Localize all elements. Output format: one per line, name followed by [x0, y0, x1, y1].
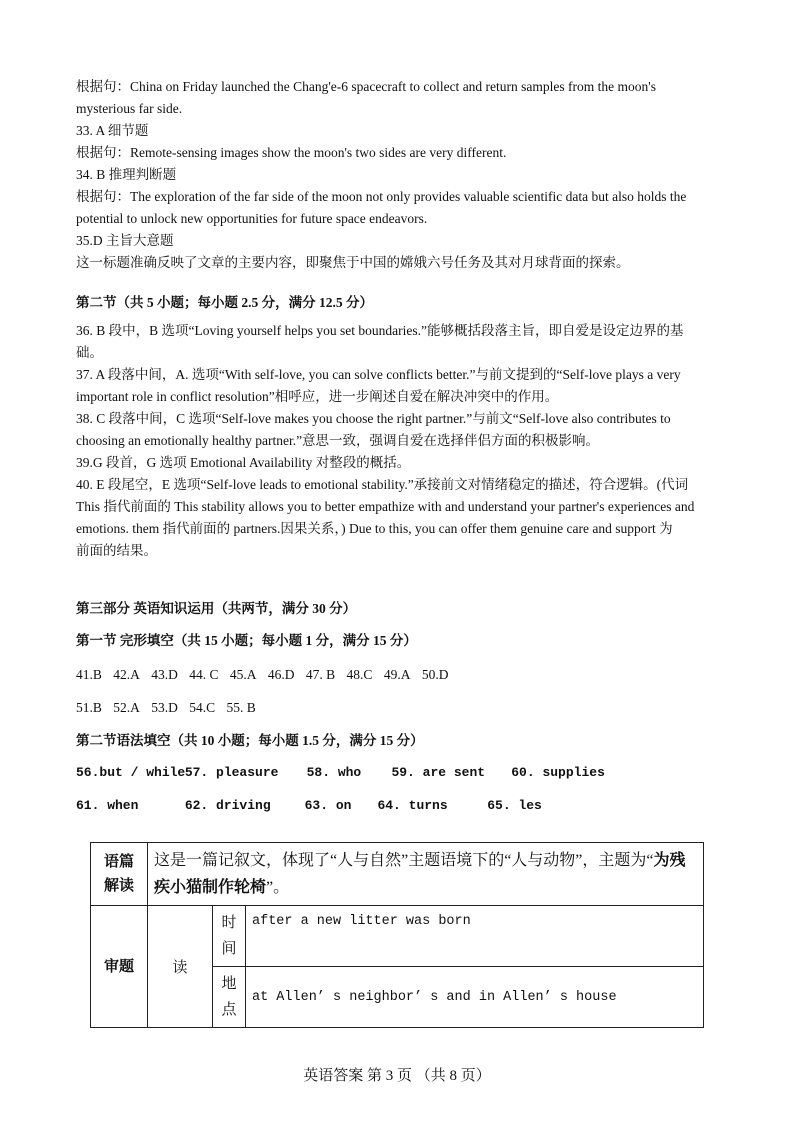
cloze-answer: 42.A: [113, 667, 140, 682]
grammar-answer: 60. supplies: [511, 765, 605, 780]
section-2-heading: 第二节（共 5 小题；每小题 2.5 分，满分 12.5 分）: [76, 295, 373, 310]
time-label-cell: [213, 906, 246, 967]
answer-40-cont-1: This 指代前面的 This stability allows you to better empathize with and understand your partner's experiences and: [76, 499, 695, 514]
answer-37-cont: important role in conflict resolution”相呼应，进一步阐述自爱在解决冲突中的作用。: [76, 389, 559, 404]
grammar-heading: 第二节语法填空（共 10 小题；每小题 1.5 分，满分 15 分）: [76, 733, 424, 748]
cloze-heading: 第一节 完形填空（共 15 小题；每小题 1 分，满分 15 分）: [76, 633, 417, 648]
cloze-answer: 49.A: [383, 667, 411, 682]
explanation-35: 这一标题准确反映了文章的主要内容，即聚焦于中国的嫦娥六号任务及其对月球背面的探索。: [76, 255, 630, 270]
intro-text-cell: [148, 843, 704, 906]
text-analysis-table: [90, 842, 704, 1028]
cloze-answer: 54.C: [189, 700, 216, 715]
read-label-cell: [148, 906, 213, 1028]
page-footer: 英语答案 第 3 页 （共 8 页）: [303, 1068, 491, 1084]
intro-text: 这是一篇记叙文，体现了“人与自然”主题语境下的“人与动物”，主题为“: [154, 852, 654, 869]
evidence-line-32: 根据句：China on Friday launched the Chang'e-6 spacecraft to collect and return samples from the moon's: [76, 79, 656, 94]
grammar-answer: 57. pleasure: [184, 765, 279, 780]
grammar-answer: 65. les: [487, 798, 542, 813]
cloze-answer: 47. B: [305, 667, 336, 682]
grammar-answer: 58. who: [306, 765, 362, 780]
grammar-answers-row-2: [76, 795, 720, 817]
time-label: 时间: [221, 915, 237, 957]
place-label-cell: [213, 967, 246, 1028]
intro-text-end: ”。: [266, 879, 290, 896]
answer-38: 38. C 段落中间，C 选项“Self-love makes you choose the right partner.”与前文“Self-love also contributes to: [76, 411, 671, 426]
read-label: 读: [172, 960, 188, 976]
review-label: 审题: [103, 958, 134, 975]
cloze-answer: 51.B: [76, 700, 102, 715]
time-value-cell: [246, 906, 704, 967]
evidence-line-33: 根据句：Remote-sensing images show the moon's two sides are very different.: [76, 145, 507, 160]
cloze-answer: 48.C: [346, 667, 373, 682]
grammar-answer: 64. turns: [377, 798, 448, 813]
answer-38-cont: choosing an emotionally healthy partner.”意思一致，强调自爱在选择伴侣方面的积极影响。: [76, 433, 600, 448]
place-value: at Allen’ s neighbor’ s and in Allen’ s house: [252, 989, 617, 1005]
answer-40-cont-2: emotions. them 指代前面的 partners.因果关系，) Due to this, you can offer them genuine care and support 为: [76, 521, 673, 536]
time-value: after a new litter was born: [252, 914, 471, 929]
place-label: 地点: [221, 976, 237, 1018]
cloze-answer: 44. C: [189, 667, 219, 682]
answer-36: 36. B 段中，B 选项“Loving yourself helps you set boundaries.”能够概括段落主旨，即自爱是设定边界的基: [76, 323, 684, 338]
answer-36-cont: 础。: [76, 345, 103, 360]
part-3-heading: 第三部分 英语知识运用（共两节，满分 30 分）: [76, 601, 357, 616]
intro-text-theme: 为残疾小猫制作轮椅: [154, 852, 686, 896]
cloze-answer: 53.D: [151, 700, 178, 715]
grammar-answer: 62. driving: [184, 798, 271, 813]
cloze-answer: 52.A: [113, 700, 140, 715]
evidence-line-32-cont: mysterious far side.: [76, 101, 183, 116]
answer-35: 35.D 主旨大意题: [76, 233, 174, 248]
evidence-line-34: 根据句：The exploration of the far side of the moon not only provides valuable scientific data but also holds the: [76, 189, 687, 204]
cloze-answer: 46.D: [267, 667, 295, 682]
answer-40: 40. E 段尾空，E 选项“Self-love leads to emotional stability.”承接前文对情绪稳定的描述，符合逻辑。(代词: [76, 477, 689, 492]
cloze-answer: 41.B: [76, 667, 102, 682]
cloze-answer: 45.A: [229, 667, 257, 682]
cloze-answer: 50.D: [421, 667, 449, 682]
grammar-answers-row-1: [76, 762, 720, 784]
answer-34: 34. B 推理判断题: [76, 167, 177, 182]
answer-40-cont-3: 前面的结果。: [76, 543, 157, 558]
grammar-answer: 61. when: [76, 798, 139, 813]
evidence-line-34-cont: potential to unlock new opportunities for future space endeavors.: [76, 211, 428, 226]
cloze-answer: 55. B: [226, 700, 256, 715]
place-value-cell: [246, 967, 704, 1028]
intro-label: 语篇解读: [103, 854, 134, 894]
cloze-answer: 43.D: [151, 667, 178, 682]
grammar-answer: 59. are sent: [391, 765, 486, 780]
cloze-answers-row-1: [76, 664, 720, 686]
intro-label-cell: [91, 843, 148, 906]
answer-33: 33. A 细节题: [76, 123, 149, 138]
grammar-answer: 56.but / while: [76, 765, 186, 780]
answer-37: 37. A 段落中间，A. 选项“With self-love, you can solve conflicts better.”与前文提到的“Self-love plays a very: [76, 367, 681, 382]
answer-39: 39.G 段首，G 选项 Emotional Availability 对整段的概括。: [76, 455, 411, 470]
grammar-answer: 63. on: [304, 798, 352, 813]
review-label-cell: [91, 906, 148, 1028]
cloze-answers-row-2: [76, 697, 720, 719]
